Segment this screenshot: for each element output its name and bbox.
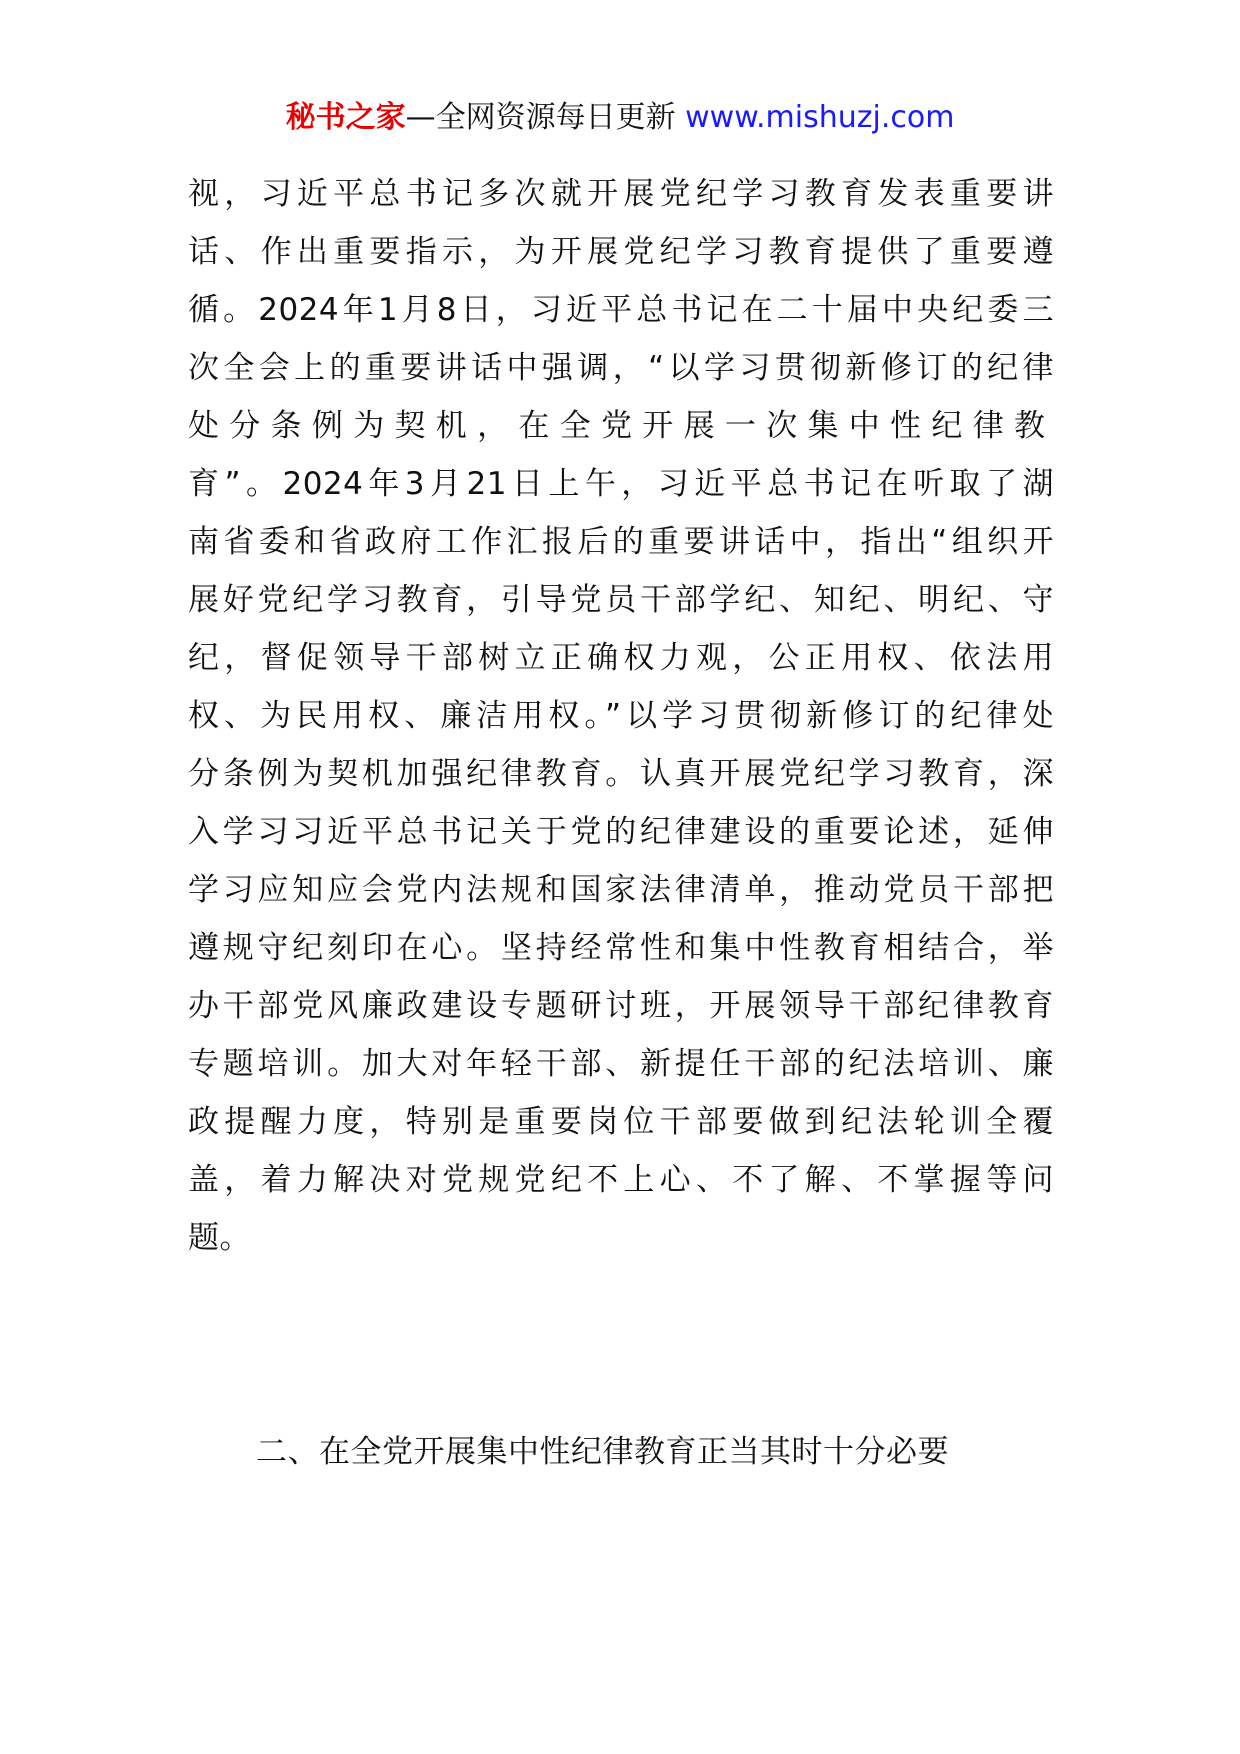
paragraph-line: 话、作出重要指示，为开展党纪学习教育提供了重要遵: [188, 234, 1054, 270]
paragraph-line: 入学习习近平总书记关于党的纪律建设的重要论述，延伸: [188, 814, 1054, 850]
paragraph-line: 办干部党风廉政建设专题研讨班，开展领导干部纪律教育: [188, 988, 1054, 1024]
paragraph-line: 育”。2024年3月21日上午，习近平总书记在听取了湖: [188, 466, 1054, 502]
paragraph-line: 循。2024年1月8日，习近平总书记在二十届中央纪委三: [188, 292, 1054, 328]
paragraph-line: 盖，着力解决对党规党纪不上心、不了解、不掌握等问: [188, 1162, 1054, 1198]
paragraph-line: 权、为民用权、廉洁用权。”以学习贯彻新修订的纪律处: [188, 698, 1054, 734]
paragraph-line: 分条例为契机加强纪律教育。认真开展党纪学习教育，深: [188, 756, 1054, 792]
paragraph-line: 视，习近平总书记多次就开展党纪学习教育发表重要讲: [188, 176, 1054, 212]
section-heading: 二、在全党开展集中性纪律教育正当其时十分必要: [256, 1434, 949, 1470]
paragraph-line: 次全会上的重要讲话中强调，“以学习贯彻新修订的纪律: [188, 350, 1054, 386]
paragraph-line: 政提醒力度，特别是重要岗位干部要做到纪法轮训全覆: [188, 1104, 1054, 1140]
paragraph-line: 南省委和省政府工作汇报后的重要讲话中，指出“组织开: [188, 524, 1054, 560]
paragraph-line: 专题培训。加大对年轻干部、新提任干部的纪法培训、廉: [188, 1046, 1054, 1082]
site-watermark-header: [0, 98, 1240, 138]
paragraph-line: 展好党纪学习教育，引导党员干部学纪、知纪、明纪、守: [188, 582, 1054, 618]
site-brand-name: 秘书之家: [285, 100, 406, 135]
paragraph-line: 题。: [188, 1220, 251, 1256]
site-slogan: —全网资源每日更新: [405, 100, 676, 135]
site-url: www.mishuzj.com: [685, 100, 955, 135]
paragraph-line: 处分条例为契机，在全党开展一次集中性纪律教: [188, 408, 1054, 444]
paragraph-line: 纪，督促领导干部树立正确权力观，公正用权、依法用: [188, 640, 1054, 676]
paragraph-line: 学习应知应会党内法规和国家法律清单，推动党员干部把: [188, 872, 1054, 908]
paragraph-line: 遵规守纪刻印在心。坚持经常性和集中性教育相结合，举: [188, 930, 1054, 966]
